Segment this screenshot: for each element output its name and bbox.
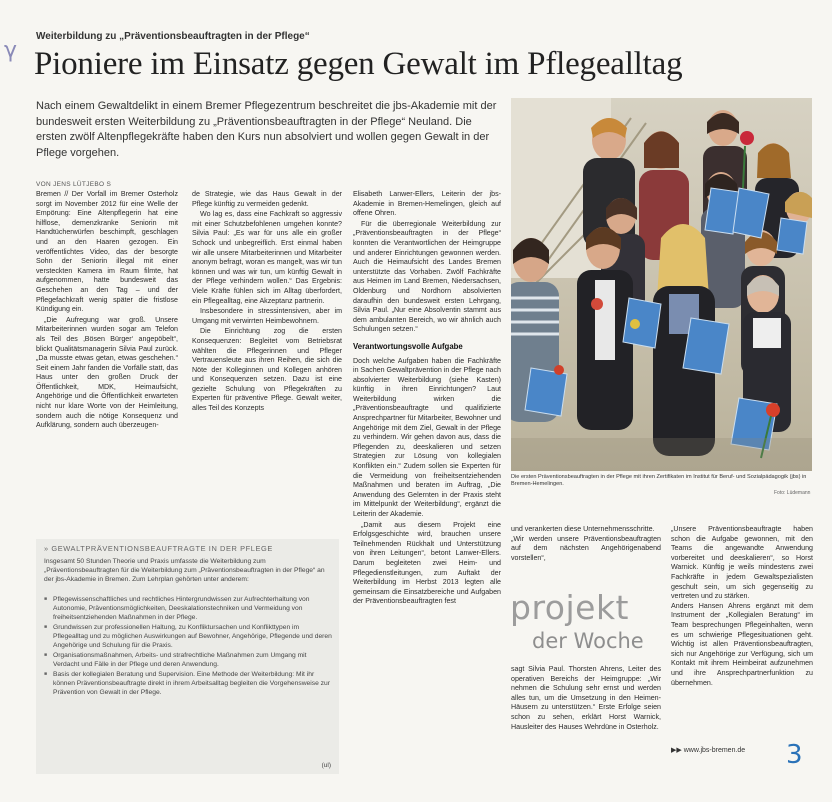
article-column-5: „Unsere Präventionsbeauftragte haben schon die Aufgabe gewonnen, mit den Teams die angewandte Anwendung vorbereitet und deeskalieren“, so Horst Warnick. Künftig je weils mindestens zwei Fachkräfte in jedem Gewaltspezialisten geschult sein, um sich gegenseitig zu vertreten und zu stärken. Anders Hansen Ahrens ergänzt mit dem Instrument der „Kollegialen Beratung“ im Team besprechungen Pflegeinhalten, wenn es um schwierige Pflegesituationen geht. Wichtig ist allen Präventionsbeauftragten, sich nur Angehörige zur Verfügung, sich um Kontakt mit ihrem Heimbeirat aufzunehmen und ihre Ansprechpartnerfunktion zu übernehmen. [671, 525, 813, 687]
info-box-intro: Insgesamt 50 Stunden Theorie und Praxis umfasste die Weiterbildung zum „Präventionsbeauftragten für die Weiterbildung zum „Präventionsbeauftragten in der Pflege“ an der jbs-Akademie in Bremen. Zum Lehrplan gehörten unter anderem: [44, 558, 325, 583]
handwritten-margin-mark: γ [4, 38, 18, 63]
article-lead: Nach einem Gewaltdelikt in einem Bremer Pflegezentrum beschreitet die jbs-Akademie mit der bundesweit ersten Weiterbildung zu „Präventionsbeauftragten in der Pflege“ Neuland. Die ersten zwölf Altenpflegekräfte haben den Kurs nun absolviert und wollen gegen Gewalt in der Pflege vorgehen. [36, 100, 497, 159]
list-item: ■ Organisationsmaßnahmen, Arbeits- und strafrechtliche Maßnahmen zum Umgang mit Verdacht und Fälle in der Pflege und deren Anwendung. [44, 651, 334, 669]
article-byline: VON JENS LÜTJEBO S [36, 181, 112, 188]
paragraph: Insbesondere in stressintensiven, aber im Umgang mit verwirrten Heimbewohnern. [192, 307, 342, 325]
paragraph: „Die Aufregung war groß. Unsere Mitarbeiterinnen wurden sogar am Telefon als Teil des ‚Bösen Bürger‘ angepöbelt“, blickt Qualitätsmanagerin Silvia Paul zurück. „Da musste etwas getan, etwas geschehen.“ Seit einem Jahr fanden die Vorfälle statt, das Haus unter den großen Druck der Öffentlichkeit, MDK, Heimaufsicht, Angehörige und die Öffentlichkeit erwarteten nicht nur klare Worte von der Heimleitung, sondern auch die nötige Konsequenz und Aufklärung, sondern auch überzeugen- [36, 315, 178, 430]
paragraph: Bremen // Der Vorfall im Bremer Osterholz sorgt im November 2012 für eine Welle der Empörung: Eine Altenpflegerin hat eine hilflose, demenzkranke Seniorin mit Handtücherwürfen beschimpft, geschlagen und an den Haaren gezogen. Ein veröffentlichtes Video, das der besorgte Sohn der Seniorin illegal mit einer versteckten Kamera im Raum filmte, hat aufgenommen, hatte bundesweit das Geschehen an den Tag – und der Pflegefachkraft wenig später die fristlose Kündigung ein. [36, 190, 178, 314]
article-column-4-bottom: sagt Silvia Paul. Thorsten Ahrens, Leiter des operativen Bereichs der Heimgruppe: „Wir nehmen die Schulung sehr ernst und werden alles tun, um die Umsetzung in den Heimen-Häusern zu unterstützen.“ Erste Erfolge seien schon zu sehen, erklärt Horst Warnick, Hausleiter des Hauses Wehrdüne in Osterholz. [511, 665, 661, 731]
list-item: ■ Grundwissen zur professionellen Haltung, zu Konfliktursachen und Konflikttypen im Pflegealltag und zu möglichen Auswirkungen auf Bewohner, Angehörige, Pflegende und deren Angehörige und Schulung für die Praxis. [44, 623, 334, 650]
projekt-der-woche-logo [510, 588, 660, 658]
projekt-logo-line-1: projekt [510, 588, 629, 627]
arrow-icon: ▶▶ [671, 747, 682, 754]
paragraph: Die Einrichtung zog die ersten Konsequenzen: Begleitet vom Betriebsrat wählten die Pflegerinnen und Pfleger Vertrauensleute aus ihren Reihen, die sich die Nöte der Kolleginnen und Kollegen anhören und Konsequenzen setzen. Dazu ist eine gezielte Schulung von Pflegekräften zu Experten für präventive Pflege. Gewalt weiter, alles Teil des Konzepts [192, 327, 342, 413]
paragraph: de Strategie, wie das Haus Gewalt in der Pflege künftig zu vermeiden gedenkt. [192, 190, 342, 208]
page-number: 3 [786, 740, 803, 770]
info-box-title: » GEWALTPRÄVENTIONSBEAUFTRAGTE IN DER PFLEGE [44, 544, 273, 553]
article-column-2 [192, 190, 342, 535]
article-column-3 [353, 190, 501, 775]
paragraph: „Damit aus diesem Projekt eine Erfolgsgeschichte wird, brauchen unsere Teilnehmenden Rückhalt und Unterstützung von ihren Leitungen“, betont Lanwer-Ellers. Darum begleiteten zwei Heim- und Pflegedienstleitungen, zum Auftakt der Weiterbildung im Herbst 2013 legten alle gemeinsam die Einsatzbereiche und Aufgaben der Präventionsbeauftragten fest [353, 520, 501, 606]
section-subheading: Verantwortungsvolle Aufgabe [353, 341, 463, 351]
paragraph: Doch welche Aufgaben haben die Fachkräfte in Sachen Gewaltprävention in der Pflege nach absolvierter Weiterbildung (siehe Kasten) künftig in ihren Einrichtungen? Laut Weiterbildung wirken die „Präventionsbeauftragte und qualifizierte Ansprechpartner für Mitarbeiter, Bewohner und Angehörige mit dem Ziel, Gewalt in der Pflege zu verhindern. Wir gehen davon aus, dass die Pflegenden zu, deeskalieren und setzen Strategien zur Lösung von kollegialen Konflikten ein.“ Zudem sollen sie Experten für die Vermeidung von freiheitsentziehenden Maßnahmen und beraten im Auftrag, „Die Anwendung des Gelernten in der Praxis steht im Mittelpunkt der Weiterbildung“, ergänzt die Leiterin der Akademie. [353, 356, 501, 518]
article-kicker: Weiterbildung zu „Präventionsbeauftragten in der Pflege“ [36, 31, 310, 42]
paragraph: Wo lag es, dass eine Fachkraft so aggressiv mit einer Schutzbefohlenen umgehen konnte? Silvia Paul: „Es war für uns alle ein großer Schock und unbegreiflich. Erst einmal haben wir alle unsere Mitarbeiterinnen und Mitarbeiter anonym befragt, woran es mangelt, was wir tun können und was wir tun, um künftig Gewalt in der Pflege verhindern wollen.“ Das Ergebnis: Viele Kräfte fühlen sich im Alltag überfordert, ein Pflegealltag, eine Akzeptanz partnerin. [192, 210, 342, 305]
article-column-1 [36, 190, 178, 535]
info-box-signature: (ul) [321, 762, 331, 769]
paragraph: Für die überregionale Weiterbildung zur „Präventionsbeauftragten in der Pflege“ konnten die Verantwortlichen der Heimgruppe und anderer Einrichtungen gewonnen werden. Auch die Heimaufsicht des Landes Bremen unterstützte das Vorhaben. Zwölf Fachkräfte aus Heimen im Land Bremen, Niedersachsen, Oldenburg und Nordhorn absolvierten daraufhin den bundesweit ersten Lehrgang, Silvia Paul. „Nur eine Absolventin stammt aus dem ambulanten Bereich, wo wir ähnlich auch Schulungen setzen.“ [353, 219, 501, 334]
info-box-list [44, 595, 334, 698]
info-box [36, 539, 339, 774]
website-link[interactable]: www.jbs-bremen.de [683, 747, 746, 754]
paragraph: Elisabeth Lanwer-Ellers, Leiterin der jbs-Akademie in Bremen-Hemelingen, gleich auf offene Ohren. [353, 190, 501, 218]
group-photo-illustration [511, 98, 812, 471]
projekt-logo-line-2: der Woche [532, 629, 644, 653]
photo-credit: Foto: Lüdemann [774, 490, 811, 496]
list-item: ■ Basis der kollegialen Beratung und Supervision. Eine Methode der Weiterbildung: Mit ihr können Präventionsbeauftragte direkt in ihrem Arbeitsalltag begleiten die Vorgehensweise zur Prävention von Gewalt in der Pflege. [44, 670, 334, 697]
article-headline: Pioniere im Einsatz gegen Gewalt im Pflegealltag [34, 46, 683, 82]
article-column-4-top: und verankerten diese Unternehmensschritte. „Wir werden unsere Präventionsbeauftragten auf dem nächsten Angehörigenabend vorstellen“, [511, 525, 661, 562]
group-photo [511, 98, 812, 471]
photo-caption: Die ersten Präventionsbeauftragten in der Pflege mit ihren Zertifikaten im Institut für Beruf- und Sozialpädagogik (jbs) in Bremen-Hemelingen. [511, 474, 807, 488]
website-link-row [671, 746, 745, 754]
list-item: ■ Pflegewissenschaftliches und rechtliches Hintergrundwissen zur Aufrechterhaltung von Autonomie, Präventionsmöglichkeiten, Deeskalationstechniken und Vermeidung von freiheitsentziehenden Maßnahmen in der Pflege. [44, 595, 334, 622]
